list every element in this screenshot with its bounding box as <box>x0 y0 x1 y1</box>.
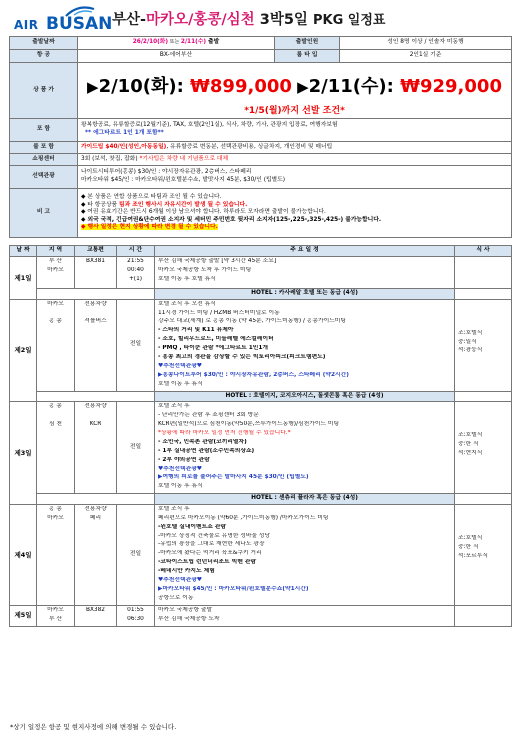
price-line: ▶2/10(화): ₩899,000 ▶2/11(수): ₩929,000 <box>87 75 502 97</box>
day2-meals: 조:호텔식 중:일식 석:광둥식 <box>455 299 512 391</box>
footer-note: *상기 일정은 항공 및 현지사정에 의해 변경될 수 있습니다. <box>10 723 177 731</box>
day5-meals <box>455 605 512 626</box>
day2-row <box>10 299 512 391</box>
day3-meals: 조:호텔식 중:한 식 석:현지식 <box>455 402 512 494</box>
day5-label: 제5일 <box>10 605 37 626</box>
schedule-table <box>9 245 512 627</box>
remark-line: ◆ 외국 국적, 긴급여권&단수여권 소지자 및 세터민 주민번호 뒷자리 소지자(125-,225-,325-,425-) 불가능합니다. <box>81 216 382 223</box>
schedule-header-row <box>10 246 512 257</box>
day4-label: 제4일 <box>10 504 37 605</box>
logo-busan-text: BUSAN <box>46 14 113 34</box>
option-label: 선택관광 <box>10 166 78 189</box>
day3-hotel: HOTEL : 센츄리 플라자 혹은 동급 (4성) <box>155 494 455 505</box>
include-label: 포 함 <box>10 119 78 142</box>
price-note: *1/5(월)까지 선발 조건* <box>244 105 345 116</box>
remark-label: 비 고 <box>10 189 78 238</box>
document-header <box>0 0 520 36</box>
airline-label: 항 공 <box>10 50 78 63</box>
option-row <box>10 166 512 189</box>
exclude-value: 가이드팁 $40/인(성인,아동동일), 유류할증료 변동분, 선택관광비용, 싱글차지, 개인경비 및 매너팁 <box>78 142 512 154</box>
remark-line: ◆ 본 상품은 연합 상품으로 타팀과 조인 될 수 있습니다. <box>81 193 222 200</box>
day1-hotel-row <box>10 289 512 300</box>
room-value: 2인1실 기준 <box>340 50 512 63</box>
col-meal: 식 사 <box>455 246 512 257</box>
include-value: 왕복항공료, 유류할증료(12월기준), TAX, 호텔(2인1실), 식사, 차량, 기사, 관광지 입장료, 여행자보험 ** 에그타르트 1인 1개 포함** <box>78 119 512 142</box>
col-time: 시 간 <box>117 246 155 257</box>
day2-transport: 전용차량 셔틀버스 <box>75 299 117 391</box>
day2-time: 전일 <box>117 299 155 391</box>
day1-label: 제1일 <box>10 257 37 300</box>
day4-region: 홍 콩 마카오 <box>37 504 75 605</box>
price-cell <box>78 63 512 119</box>
day1-row <box>10 257 512 289</box>
remark-value <box>78 189 512 238</box>
day5-region: 마카오 부 산 <box>37 605 75 626</box>
include-row <box>10 119 512 142</box>
option-value: 나이트시티투어(홍콩) $30/인 : 야시장자유관광, 2층버스, 스타페리 마카오타워 $45/인 : 마카오타워/윈호텔분수쇼, 발맛사지 45분, $30/인 (팁별도) <box>78 166 512 189</box>
col-transport: 교통편 <box>75 246 117 257</box>
day1-transport: BX381 <box>75 257 117 289</box>
day4-row <box>10 504 512 605</box>
day4-items: 호텔 조식 후 페리편으로 마카오이동 (약60분 ,가이드미동행) /마카오가이드 미팅 -윈호텔 실내이벤트쇼 관람 -마카오 상징적 건축물로 유명한 성바울 성당 -유럽의 광장을 그대로 재현한 세나도 광장 -마카오에 왔다는 먹거리 육포&쿠키 거리 -코타이스트립 런던너리조트 빅벤 관람 -베네시안 카지노 체험 ♥추천선택관광♥ ▶마카오타워 $45/인 : 마카오타워/윈호텔분수쇼(약1시간) 공항으로 이동 <box>155 504 455 605</box>
shopping-label: 쇼핑센터 <box>10 154 78 166</box>
remark-row <box>10 189 512 238</box>
day1-times: 21:55 00:40 +(1) <box>117 257 155 289</box>
day2-hotel-row <box>10 391 512 402</box>
day4-time: 전일 <box>117 504 155 605</box>
departure-label: 출발날짜 <box>10 37 78 50</box>
exclude-row <box>10 142 512 154</box>
day1-hotel: HOTEL : 카사레알 호텔 또는 동급 (4성) <box>155 289 455 300</box>
day3-row <box>10 402 512 494</box>
day2-hotel: HOTEL : 호텔이지, 코지오아시스, 돌셋콘툼 혹은 동급 (4성) <box>155 391 455 402</box>
col-itinerary: 주 요 일 정 <box>155 246 455 257</box>
day3-label: 제3일 <box>10 402 37 505</box>
shopping-row <box>10 154 512 166</box>
price-row <box>10 63 512 119</box>
airline-row <box>10 50 512 63</box>
col-region: 지 역 <box>37 246 75 257</box>
airbusan-logo <box>10 6 113 34</box>
remark-highlight: ◆ 행사 일정은 현지 상황에 따라 변경 될 수 있습니다. <box>81 224 218 231</box>
day3-region: 홍 콩 심 천 <box>37 402 75 494</box>
remark-line: ◆ 여권 유효기간은 반드시 6개월 이상 남으셔야 합니다. 하루라도 모자라면 출발이 불가능합니다. <box>81 209 326 216</box>
day4-meals: 조:호텔식 중:한 식 석:포르투식 <box>455 504 512 605</box>
people-value: 성인 8명 이상 / 인솔자 미동행 <box>340 37 512 50</box>
day3-hotel-row <box>10 494 512 505</box>
remark-line: ◆ 타 항공상품 팀과 조인 행사시 자유시간이 발생 될 수 있습니다. <box>81 201 248 208</box>
shopping-value: 3회 (보석, 찻집, 잡화) *기사팁은 차량 내 기념품으로 대체 <box>78 154 512 166</box>
day5-transport: BX382 <box>75 605 117 626</box>
day4-transport: 전용차량 페리 <box>75 504 117 605</box>
people-label: 출발인원 <box>275 37 340 50</box>
day2-items: 호텔 조식 후 오전 휴식 11시경 가이드 미팅 / HZMB 버스터미널로 이동 강주오 대교(세계) 로 홍콩 이동 (약 45분, 가이드미동행) / 홍콩가이드미팅 - 스타의 거리 및 K11 뮤제아 - 소호, 힐리우드로드, 미들레벨 에스컬레이터 - PMQ , 타이쿤 관람 *에그타르트 1인1개 - 홍콩 최고의 경관을 감상할 수 있는 빅토리아피크(피크트램편도) ♥추천선택관광♥ ▶홍콩나이트투어 $30/인 : 야시장자유관람, 2층버스, 스타페리 (약2시간) 호텔 이동 후 휴식 <box>155 299 455 391</box>
day1-items: 부산 김해 국제공항 출발 [약 3시간 45분 소요] 마카오 국제공항 도착 후 가이드 미팅 호텔 이동 후 호텔 휴식 <box>155 257 455 289</box>
col-date: 날 짜 <box>10 246 37 257</box>
day5-row <box>10 605 512 626</box>
tour-info-table <box>9 36 512 238</box>
day5-items: 마카오 국제공항 출발 부산 김해 국제공항 도착 <box>155 605 455 626</box>
airline-value: BX-에어부산 <box>78 50 275 63</box>
logo-air-text: AIR <box>14 18 39 32</box>
departure-row <box>10 37 512 50</box>
price-label: 상 품 가 <box>10 63 78 119</box>
day3-items: 호텔 조식 후 - 난리안가든 관람 후 쇼핑센터 3회 방문 KCR편(일반석)으로 심천이동(약50분,쓰루가이드동행)/심천가이드 미팅 *상황에 따라 마카오 일정 먼저 진행될 수 있습니다.* - 소인국, 민속촌 관람(코끼리열차) - 1부 실내공연 관람(소수민족의상쇼) - 2부 야외공연 관람 ♥추천선택관광♥ ▶여행의 피로를 풀어주는 발마사지 45분 $30/인 (팁별도) 호텔 이동 후 휴식 <box>155 402 455 494</box>
day5-times: 01:55 06:30 <box>117 605 155 626</box>
page-title: 부산-마카오/홍콩/심천 3박5일 PKG 일정표 <box>112 12 386 28</box>
day1-meals <box>455 257 512 289</box>
day2-label: 제2일 <box>10 299 37 402</box>
day3-time: 전일 <box>117 402 155 494</box>
exclude-label: 불 포 함 <box>10 142 78 154</box>
day1-region: 부 산 마카오 <box>37 257 75 289</box>
room-label: 룸 타 입 <box>275 50 340 63</box>
day3-transport: 전용차량 KCR <box>75 402 117 494</box>
departure-value: 26/2/10(화) 또는 2/11(수) 출발 <box>78 37 275 50</box>
day2-region: 마카오 홍 콩 <box>37 299 75 391</box>
